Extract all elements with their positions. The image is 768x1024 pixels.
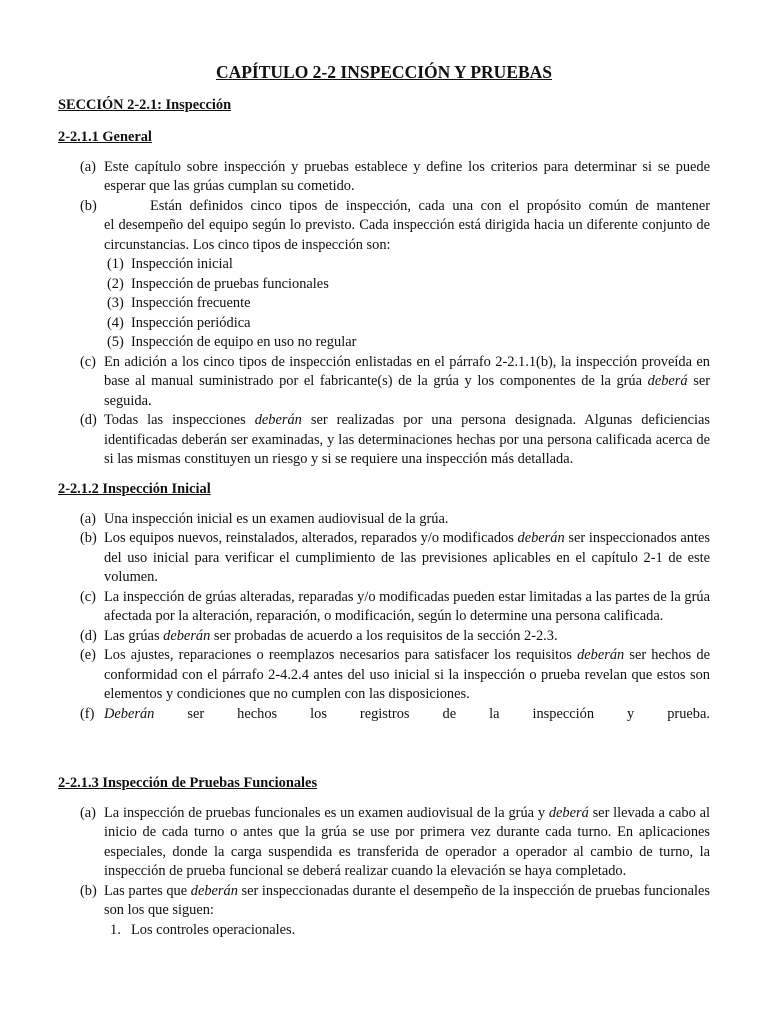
list-item: (a) Una inspección inicial es un examen audiovisual de la grúa. xyxy=(80,510,449,527)
list-item: (e) Los ajustes, reparaciones o reemplazos necesarios para satisfacer los requisitos deberán ser hechos de conformidad con el párrafo 2-4.2.4 antes del uso inicial si la inspección o prueba revelan que estos son elementos y condiciones que no cumplen con las disposiciones. xyxy=(80,647,710,702)
list-item: (b) Los equipos nuevos, reinstalados, alterados, reparados y/o modificados deberán ser inspeccionados antes del uso inicial para verificar el cumplimiento de las previsiones aplicables en el capítulo 2-1 de este volumen. xyxy=(80,530,710,585)
list-item: (2) Inspección de pruebas funcionales xyxy=(107,275,329,292)
list-item: (1) Inspección inicial xyxy=(107,256,233,272)
subsection-heading: 2-2.1.2 Inspección Inicial xyxy=(58,481,211,497)
chapter-title: CAPÍTULO 2-2 INSPECCIÓN Y PRUEBAS xyxy=(215,62,553,82)
list-item: (4) Inspección periódica xyxy=(107,314,251,331)
list-item: (5) Inspección de equipo en uso no regular xyxy=(107,334,357,350)
list-item: (a) Este capítulo sobre inspección y pruebas establece y define los criterios para determinar si se puede esperar que las grúas cumplan su cometido. xyxy=(80,158,710,194)
list-item: (f) Deberán ser hechos los registros de la inspección y prueba. xyxy=(80,705,710,722)
list-item: (d) Las grúas deberán ser probadas de acuerdo a los requisitos de la sección 2-2.3. xyxy=(80,627,558,644)
section-heading: SECCIÓN 2-2.1: Inspección xyxy=(58,97,232,113)
list-item: 1. Los controles operacionales. xyxy=(110,921,296,938)
subsection-pruebas-funcionales xyxy=(58,774,710,940)
list-item: (b) Están definidos cinco tipos de inspección, cada una con el propósito común de mantener el desempeño del equipo según lo previsto. Cada inspección está dirigida hacia un diferente conjunto de circunstancias. Los cinco tipos de inspección son: xyxy=(80,197,710,253)
list-item: (3) Inspección frecuente xyxy=(107,295,251,311)
subsection-inicial xyxy=(58,480,710,724)
subsection-heading: 2-2.1.1 General xyxy=(58,129,152,145)
subsection-heading: 2-2.1.3 Inspección de Pruebas Funcionales xyxy=(58,775,318,791)
list-item: (c) La inspección de grúas alteradas, reparadas y/o modificadas pueden estar limitadas a las partes de la grúa afectada por la alteración, reparación, o modificación, según lo determine una persona calificada. xyxy=(80,588,710,624)
list-item: (b) Las partes que deberán ser inspeccionadas durante el desempeño de la inspección de pruebas funcionales son los que siguen: xyxy=(80,882,710,918)
subsection-general xyxy=(58,128,710,470)
list-item: (d) Todas las inspecciones deberán ser realizadas por una persona designada. Algunas deficiencias identificadas deberán ser examinadas, y las determinaciones hechas por una persona calificada acerca de si las mismas constituyen un riesgo y si se requiere una inspección más detallada. xyxy=(80,412,710,467)
list-item: (a) La inspección de pruebas funcionales es un examen audiovisual de la grúa y deberá ser llevada a cabo al inicio de cada turno o antes que la grúa se use por primera vez durante cada turno. En aplicaciones especiales, donde la carga suspendida es transferida de operador a operador al cambio de turno, la inspección de prueba funcional se deberá realizar cuando la elevación se haya completado. xyxy=(80,804,710,879)
list-item: (c) En adición a los cinco tipos de inspección enlistadas en el párrafo 2-2.1.1(b), la inspección proveída en base al manual suministrado por el fabricante(s) de la grúa y los componentes de la grúa deberá ser seguida. xyxy=(80,353,710,409)
